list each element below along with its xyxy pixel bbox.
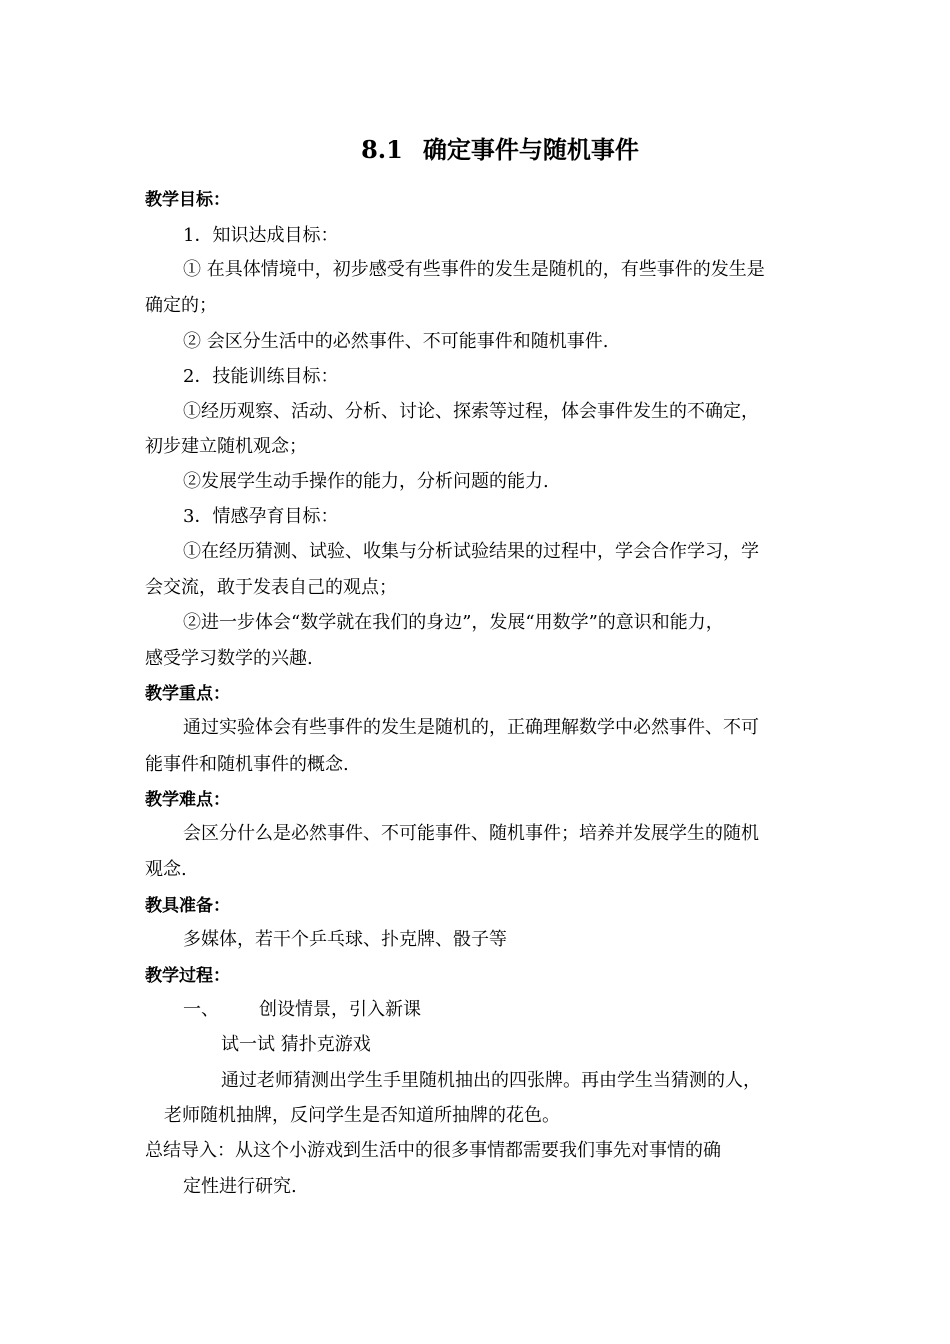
difficulties-line-2: 观念.: [145, 859, 187, 880]
section-1-heading: [183, 998, 421, 1022]
summary-line-2: 定性进行研究.: [183, 1176, 297, 1197]
knowledge-objective-label: 1．知识达成目标：: [183, 225, 339, 246]
emotion-objective-label: 3．情感孕育目标：: [183, 506, 339, 527]
lesson-title-text: 确定事件与随机事件: [422, 135, 639, 164]
emotion-item-2-line-1: ②进一步体会“数学就在我们的身边”，发展“用数学”的意识和能力，: [183, 612, 724, 633]
emotion-item-2-line-2: 感受学习数学的兴趣.: [145, 648, 313, 669]
key-points-line-1: 通过实验体会有些事件的发生是随机的，正确理解数学中必然事件、不可: [183, 717, 759, 738]
activity-desc-line-2: 老师随机抽牌，反问学生是否知道所抽牌的花色。: [164, 1105, 560, 1126]
knowledge-item-2: ② 会区分生活中的必然事件、不可能事件和随机事件.: [183, 331, 609, 352]
knowledge-item-1-line-2: 确定的；: [145, 295, 217, 316]
section-1-marker: 一、: [183, 999, 219, 1020]
key-points-line-2: 能事件和随机事件的概念.: [145, 754, 349, 775]
materials-text: 多媒体，若干个乒乓球、扑克牌、骰子等: [183, 929, 507, 950]
process-heading: 教学过程：: [145, 966, 230, 986]
emotion-item-1-line-2: 会交流，敢于发表自己的观点；: [145, 577, 397, 598]
section-1-title: 创设情景，引入新课: [259, 999, 421, 1020]
key-points-heading: 教学重点：: [145, 684, 230, 704]
skills-item-2: ②发展学生动手操作的能力，分析问题的能力.: [183, 471, 549, 492]
knowledge-item-1-line-1: ① 在具体情境中，初步感受有些事件的发生是随机的，有些事件的发生是: [183, 259, 765, 280]
summary-line-1: 总结导入：从这个小游戏到生活中的很多事情都需要我们事先对事情的确: [145, 1140, 721, 1161]
emotion-item-1-line-1: ①在经历猜测、试验、收集与分析试验结果的过程中，学会合作学习，学: [183, 541, 759, 562]
objectives-heading: 教学目标：: [145, 190, 230, 210]
difficulties-line-1: 会区分什么是必然事件、不可能事件、随机事件；培养并发展学生的随机: [183, 823, 759, 844]
lesson-number: 8.1: [361, 135, 403, 164]
activity-title: 试一试 猜扑克游戏: [221, 1034, 371, 1055]
skills-objective-label: 2．技能训练目标：: [183, 366, 339, 387]
activity-desc-line-1: 通过老师猜测出学生手里随机抽出的四张牌。再由学生当猜测的人，: [221, 1070, 761, 1091]
materials-heading: 教具准备：: [145, 896, 230, 916]
lesson-title: [0, 134, 950, 166]
skills-item-1-line-1: ①经历观察、活动、分析、讨论、探索等过程，体会事件发生的不确定，: [183, 401, 759, 422]
difficulties-heading: 教学难点：: [145, 790, 230, 810]
skills-item-1-line-2: 初步建立随机观念；: [145, 436, 307, 457]
